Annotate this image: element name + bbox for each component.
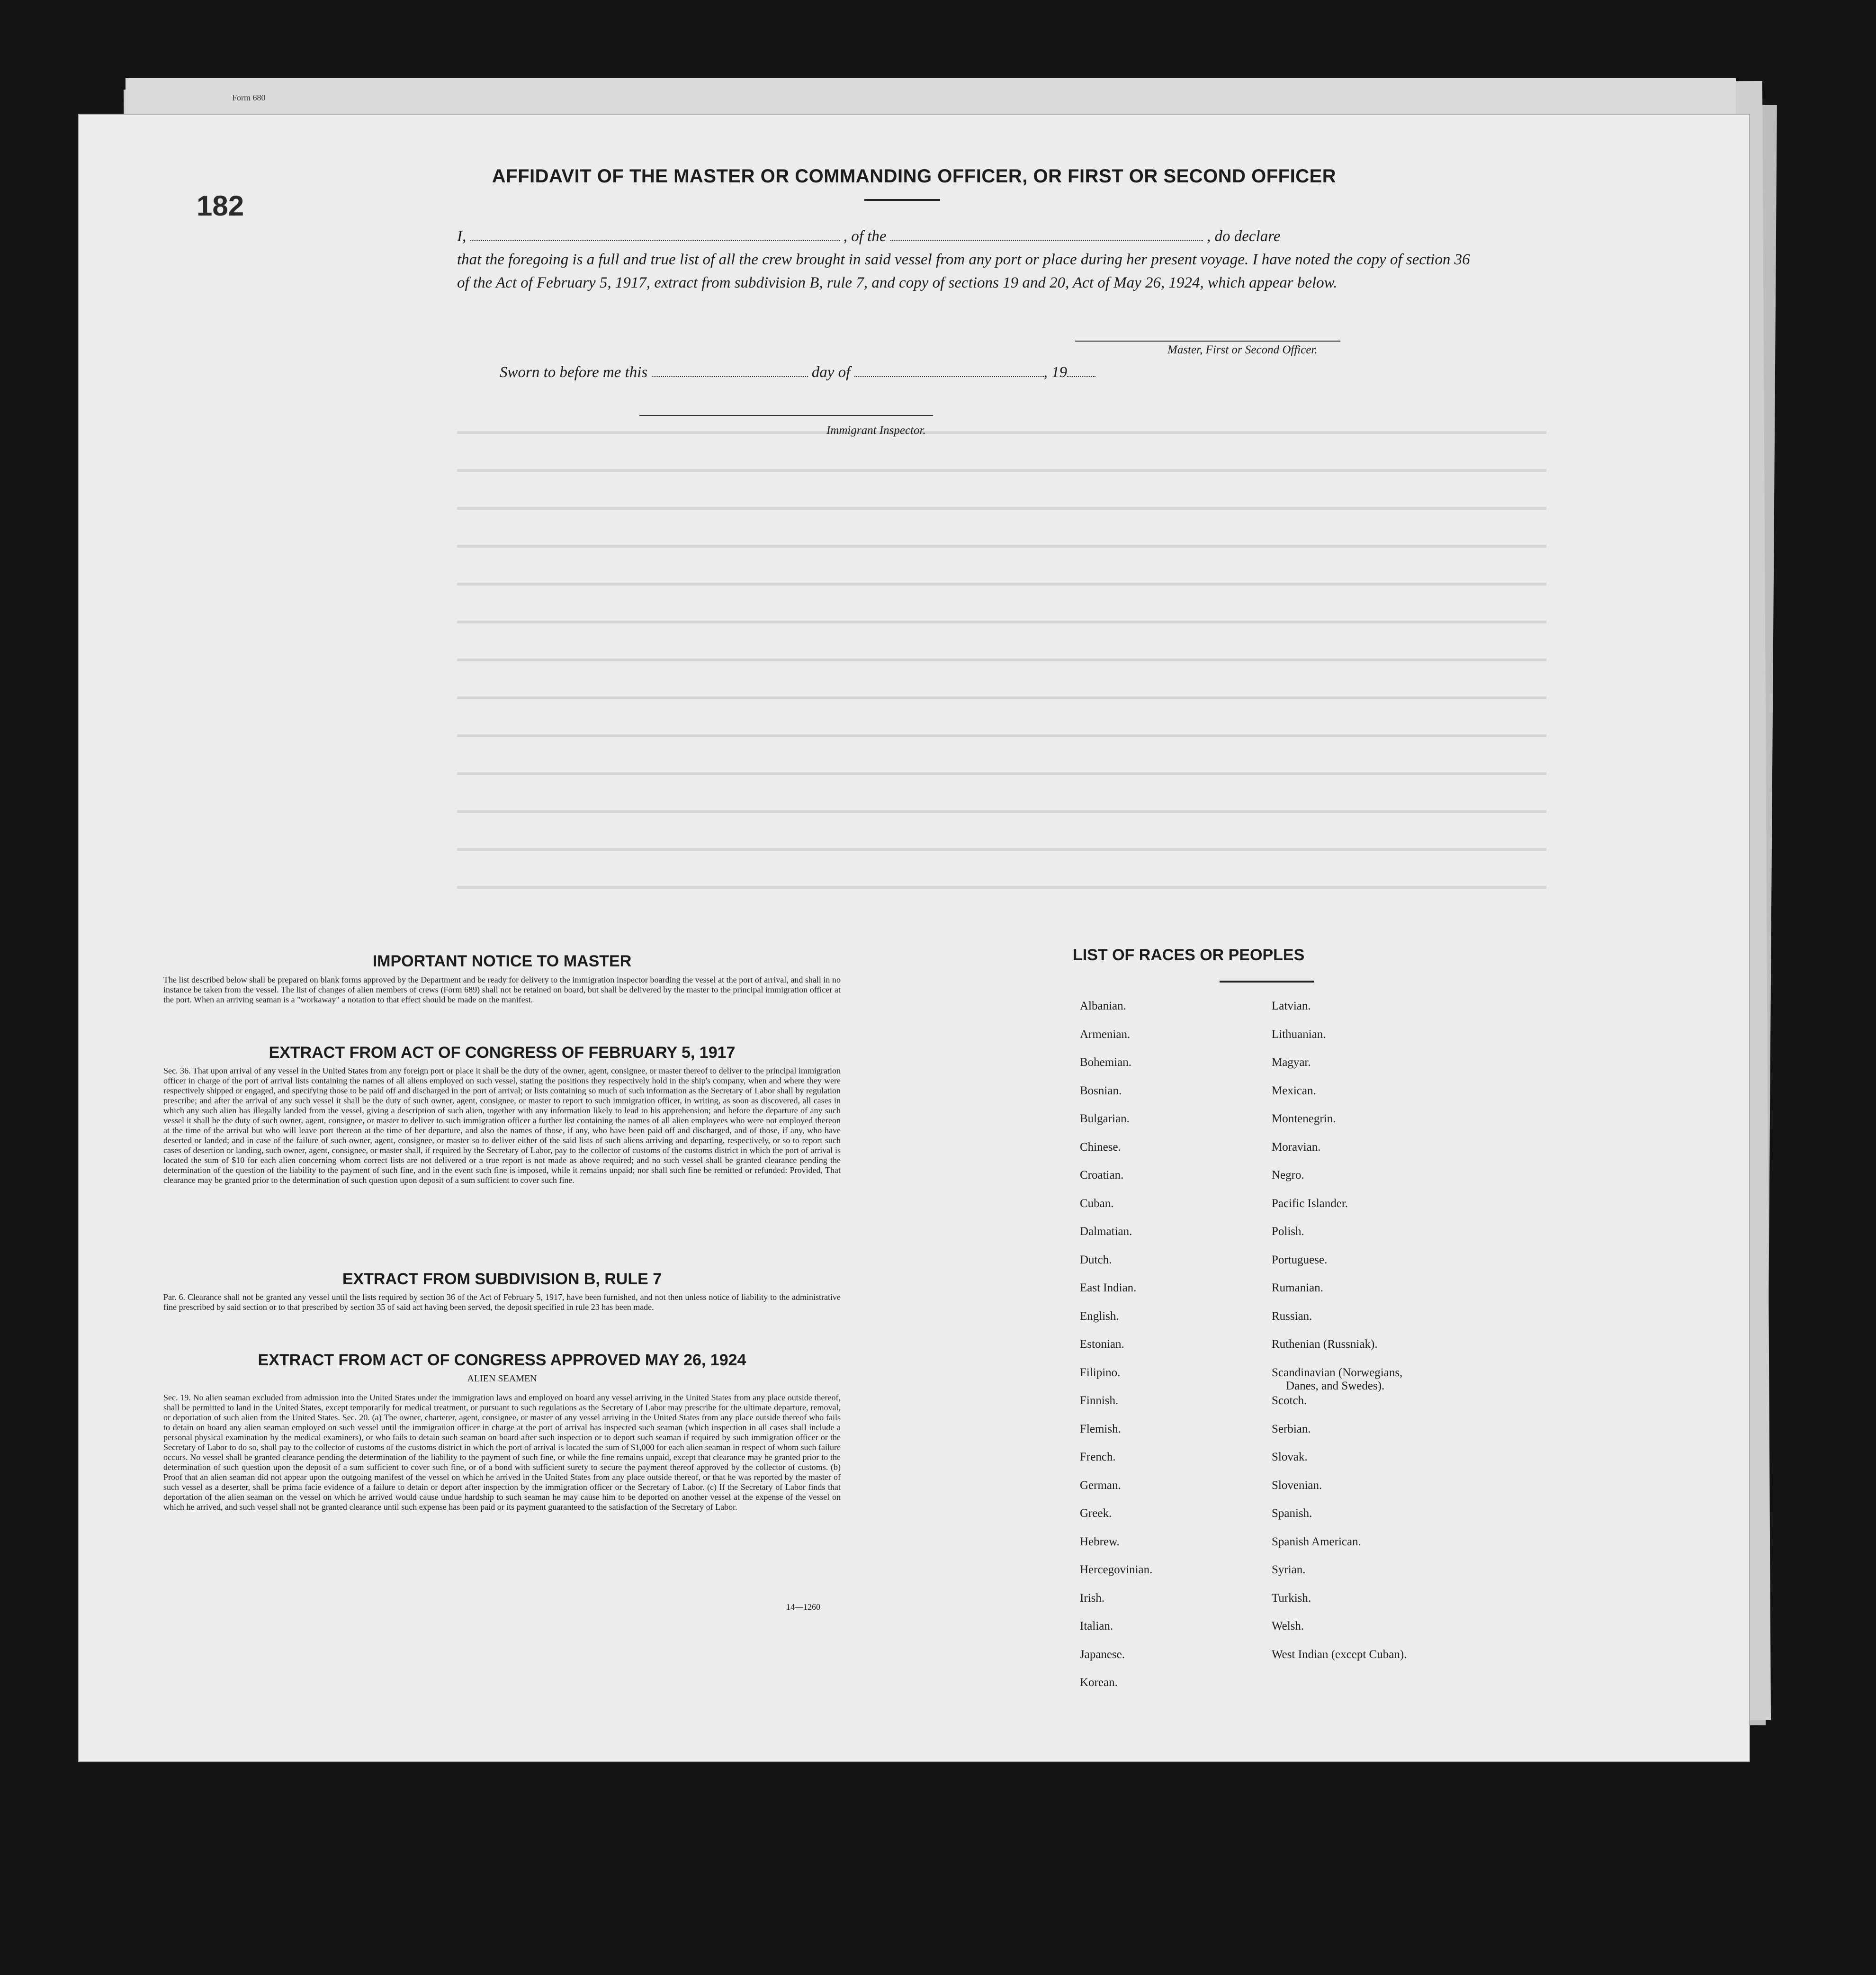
race-item: Slovak. — [1272, 1451, 1308, 1463]
declarant-name-field[interactable] — [470, 228, 840, 241]
race-item: Turkish. — [1272, 1592, 1311, 1605]
race-item: Albanian. — [1080, 1000, 1126, 1012]
race-item: Syrian. — [1272, 1563, 1306, 1576]
extract-1917-title: EXTRACT FROM ACT OF CONGRESS OF FEBRUARY 5, 1917 — [269, 1044, 736, 1062]
notice-title: IMPORTANT NOTICE TO MASTER — [372, 952, 632, 970]
race-item: Danes, and Swedes). — [1286, 1380, 1385, 1392]
race-item: Bosnian. — [1080, 1084, 1122, 1097]
race-item: Hebrew. — [1080, 1535, 1120, 1548]
race-item: Filipino. — [1080, 1366, 1121, 1379]
race-item: Japanese. — [1080, 1648, 1125, 1661]
race-item: Polish. — [1272, 1225, 1304, 1238]
rule7-text: Par. 6. Clearance shall not be granted any vessel until the lists required by section 36 of the Act of February 5, 1917, have been furnished, and not then unless notice of liability to the administrative fine prescribed by said section or to that prescribed by section 35 of said act having been served, the deposit specified in rule 23 has been made. — [163, 1292, 841, 1312]
race-item: Croatian. — [1080, 1169, 1124, 1181]
race-item: Cuban. — [1080, 1197, 1114, 1210]
race-item: Bohemian. — [1080, 1056, 1132, 1069]
race-item: Spanish. — [1272, 1507, 1312, 1520]
extract-1924-subtitle: ALIEN SEAMEN — [467, 1373, 537, 1384]
race-item: French. — [1080, 1451, 1116, 1463]
race-item: Welsh. — [1272, 1620, 1304, 1632]
race-item: Serbian. — [1272, 1423, 1311, 1435]
race-item: Slovenian. — [1272, 1479, 1322, 1492]
notice-text: The list described below shall be prepared on blank forms approved by the Department and be ready for delivery to the immigration inspector boarding the vessel at the port of arrival, and shall in no instance be taken from the vessel. The list of changes of alien members of crews (Form 689) shall not be retained on board, but shall be delivered by the master to the principal immigration officer at the port. When an arriving seaman is a "workaway" a notation to that effect should be made on the manifest. — [163, 975, 841, 1004]
race-item: Montenegrin. — [1272, 1112, 1336, 1125]
extract-1924-title: EXTRACT FROM ACT OF CONGRESS APPROVED MAY 26, 1924 — [258, 1351, 746, 1369]
races-title: LIST OF RACES OR PEOPLES — [1073, 946, 1305, 964]
race-item: Rumanian. — [1272, 1281, 1324, 1294]
inspector-caption: Immigrant Inspector. — [826, 424, 926, 437]
race-item: Flemish. — [1080, 1423, 1121, 1435]
race-item: German. — [1080, 1479, 1121, 1492]
race-item: Estonian. — [1080, 1338, 1124, 1351]
race-item: Scotch. — [1272, 1394, 1307, 1407]
race-item: Ruthenian (Russniak). — [1272, 1338, 1378, 1351]
race-item: Finnish. — [1080, 1394, 1119, 1407]
race-item: Latvian. — [1272, 1000, 1311, 1012]
sworn-line: Sworn to before me this day of , 19 — [500, 364, 1095, 381]
extract-1917-text: Sec. 36. That upon arrival of any vessel in the United States from any foreign port or place it shall be the duty of the owner, agent, consignee, or master thereof to deliver to the principal immigration officer in charge of the port of arrival lists containing the names of all aliens employed on such vessel, stating the positions they respectively hold in the ship's company, when and where they were respectively shipped or engaged, and specifying those to be paid off and discharged in the port of arrival; or lists containing so much of such information as the Secretary of Labor shall by regulation prescribe; and after the arrival of any such vessel it shall be the duty of such owner, agent, consignee, or master to report to such immigration officer, in writing, as soon as discovered, all cases in which any such alien has illegally landed from the vessel, giving a description of such alien, together with any information likely to lead to his apprehension; and before the departure of any such vessel it shall be the duty of such owner, agent, consignee, or master to deliver to such immigration officer a further list containing the names of all alien employees who were not employed thereon at the time of the arrival but who will leave port thereon at the time of her departure, and also the names of those, if any, who have been paid off and discharged, and of those, if any, who have deserted or landed; and in case of the failure of such owner, agent, consignee, or master so to deliver either of the said lists of such aliens arriving and departing, respectively, or so to report such cases of desertion or landing, such owner, agent, consignee, or master shall, if required by the Secretary of Labor, pay to the collector of customs of the customs district in which the port of arrival is located the sum of $10 for each alien concerning whom correct lists are not delivered or a true report is not made as above required; and no such vessel shall be granted clearance pending the determination of the question of the liability to the payment of such fine, and in the event such fine is imposed, while it remains unpaid; nor shall such fine be remitted or refunded: Provided, That clearance may be granted prior to the determination of such question upon deposit of a sum sufficient to cover such fine. — [163, 1066, 841, 1185]
affidavit-body: that the foregoing is a full and true list of all the crew brought in said vessel from any port or place during her present voyage. I have noted the copy of section 36 of the Act of February 5, 1917, extract from subdivision B, rule 7, and copy of sections 19 and 20, Act of May 26, 1924, which appear below. — [457, 251, 1470, 291]
declarant-prefix: I, — [457, 228, 467, 245]
race-item: Lithuanian. — [1272, 1028, 1326, 1041]
declare-text: , do declare — [1206, 228, 1281, 245]
race-item: Spanish American. — [1272, 1535, 1361, 1548]
race-item: Pacific Islander. — [1272, 1197, 1348, 1210]
race-item: Hercegovinian. — [1080, 1563, 1153, 1576]
print-code: 14—1260 — [786, 1602, 820, 1612]
sworn-date-field[interactable] — [652, 364, 808, 377]
vessel-name-field[interactable] — [890, 228, 1203, 241]
inspector-signature-line[interactable] — [639, 415, 933, 416]
race-item: Bulgarian. — [1080, 1112, 1130, 1125]
form-number: Form 680 — [232, 93, 266, 102]
master-signature-line[interactable] — [1075, 341, 1340, 342]
race-item: Korean. — [1080, 1676, 1118, 1689]
race-item: Greek. — [1080, 1507, 1112, 1520]
sworn-month-field[interactable] — [854, 364, 1044, 377]
race-item: Moravian. — [1272, 1141, 1321, 1154]
race-item: English. — [1080, 1310, 1119, 1323]
race-item: East Indian. — [1080, 1281, 1137, 1294]
races-rule — [1220, 981, 1314, 983]
race-item: Magyar. — [1272, 1056, 1311, 1069]
extract-1924-text: Sec. 19. No alien seaman excluded from admission into the United States under the immigration laws and employed on board any vessel arriving in the United States from any place outside thereof, shall be permitted to land in the United States, except temporarily for medical treatment, or pursuant to such regulations as the Secretary of Labor may prescribe for the ultimate departure, removal, or deportation of such alien from the United States. Sec. 20. (a) The owner, charterer, agent, consignee, or master of any vessel arriving in the United States from any place outside thereof who fails to detain on board any alien seaman employed on such vessel until the immigration officer in charge at the port of arrival has inspected such seaman (which inspection in all cases shall include a personal physical examination by the medical examiners), or who fails to detain such seaman on board after such inspection or to deport such seaman if required by such immigration officer or the Secretary of Labor to do so, shall pay to the collector of customs of the customs district in which the port of arrival is located the sum of $1,000 for each alien seaman in respect of whom such failure occurs. No vessel shall be granted clearance pending the determination of the liability to the payment of such fine, or while the fine remains unpaid, except that clearance may be granted prior to the determination of such question upon the deposit of a sum sufficient to cover such fine, or of a bond with sufficient surety to secure the payment thereof approved by the collector of customs. (b) Proof that an alien seaman did not appear upon the outgoing manifest of the vessel on which he arrived in the United States from any place outside thereof, or that he was reported by the master of such vessel as a deserter, shall be prima facie evidence of a failure to detain or deport after inspection by the immigration officer or the Secretary of Labor. (c) If the Secretary of Labor finds that deportation of the alien seaman on the vessel on which he arrived would cause undue hardship to such seaman he may cause him to be deported on another vessel at the expense of the vessel on which he arrived, and such vessel shall not be granted clearance until such expense has been paid or its payment guaranteed to the satisfaction of the Secretary of Labor. — [163, 1393, 841, 1512]
race-item: Mexican. — [1272, 1084, 1316, 1097]
race-item: Dutch. — [1080, 1254, 1112, 1266]
race-item: Chinese. — [1080, 1141, 1121, 1154]
race-item: West Indian (except Cuban). — [1272, 1648, 1407, 1661]
master-signature-caption: Master, First or Second Officer. — [1167, 343, 1318, 356]
race-item: Dalmatian. — [1080, 1225, 1132, 1238]
affidavit-title: AFFIDAVIT OF THE MASTER OR COMMANDING OFFICER, OR FIRST OR SECOND OFFICER — [492, 166, 1337, 187]
race-item: Negro. — [1272, 1169, 1304, 1181]
race-item: Russian. — [1272, 1310, 1312, 1323]
race-item: Armenian. — [1080, 1028, 1131, 1041]
affidavit-statement — [457, 225, 1471, 295]
race-item: Portuguese. — [1272, 1254, 1328, 1266]
page-number: 182 — [197, 190, 244, 222]
affidavit-page — [78, 114, 1750, 1762]
of-the-text: , of the — [843, 228, 887, 245]
sworn-year-field[interactable] — [1067, 364, 1095, 377]
title-rule — [864, 199, 940, 201]
rule7-title: EXTRACT FROM SUBDIVISION B, RULE 7 — [342, 1270, 662, 1288]
race-item: Italian. — [1080, 1620, 1113, 1632]
race-item: Irish. — [1080, 1592, 1105, 1605]
race-item: Scandinavian (Norwegians, — [1272, 1366, 1403, 1379]
